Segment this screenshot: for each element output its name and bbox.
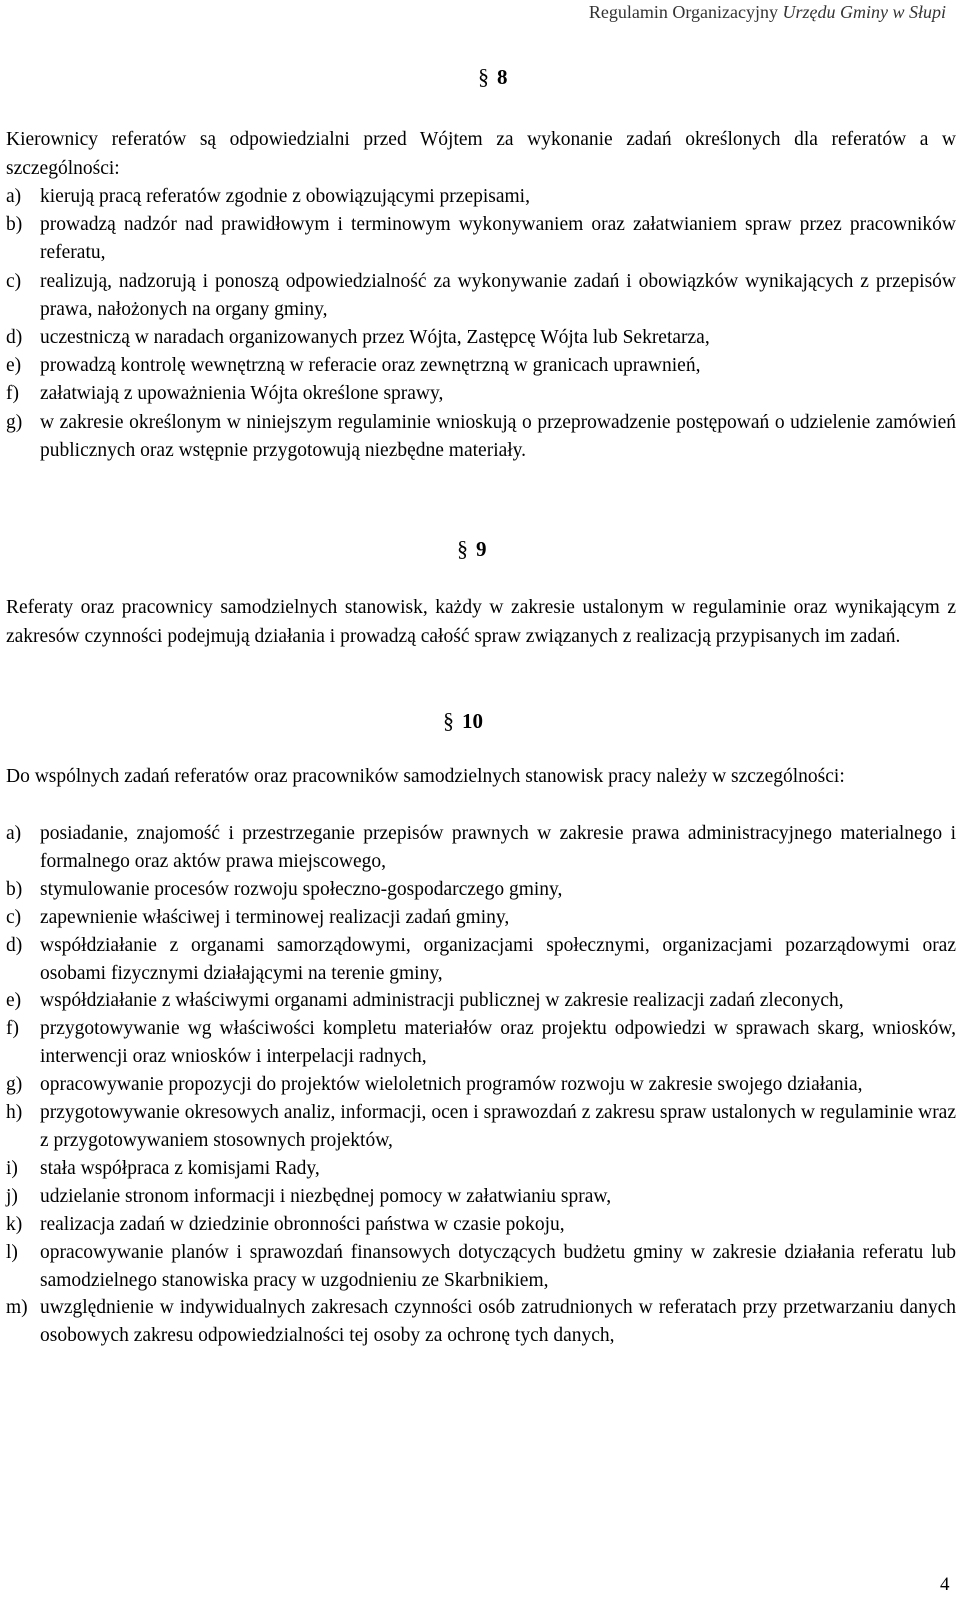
item-label: l) [6,1241,18,1263]
item-text: realizacja zadań w dziedzinie obronności państwa w czasie pokoju, [40,1213,565,1235]
section-8-list [6,183,956,465]
item-label: h) [6,1102,23,1124]
header-office: Urzędu Gminy w Słupi [782,2,946,22]
item-text: stała współpraca z komisjami Rady, [40,1157,320,1179]
list-item [6,1015,956,1071]
item-text: przygotowywanie wg właściwości kompletu materiałów oraz projektu odpowiedzi w sprawach skarg, wniosków, interwencji oraz wniosków i interpelacji radnych, [40,1018,956,1068]
item-label: g) [6,411,23,433]
list-item [6,324,956,352]
item-label: k) [6,1213,23,1235]
item-text: prowadzą nadzór nad prawidłowym i terminowym wykonywaniem oraz załatwianiem spraw przez pracowników referatu, [40,214,956,264]
list-item [6,1099,956,1155]
list-item [6,352,956,380]
item-label: f) [6,383,19,405]
item-label: i) [6,1157,18,1179]
item-label: c) [6,270,22,292]
list-item [6,183,956,211]
section-sign: § [457,536,468,561]
item-label: e) [6,990,22,1012]
item-label: e) [6,355,22,377]
list-item [6,1183,956,1211]
section-10-intro: Do wspólnych zadań referatów oraz pracowników samodzielnych stanowisk pracy należy w szczególności: [6,766,845,787]
item-text: posiadanie, znajomość i przestrzeganie przepisów prawnych w zakresie prawa administracyjnego materialnego i formalnego oraz aktów prawa miejscowego, [40,823,956,872]
list-item [6,1071,956,1099]
item-text: współdziałanie z organami samorządowymi, organizacjami społecznymi, organizacjami pozarządowymi oraz osobami fizycznymi działającymi na terenie gminy, [40,934,956,984]
item-label: g) [6,1074,23,1096]
list-item [6,380,956,408]
list-item [6,876,956,904]
item-text: opracowywanie propozycji do projektów wieloletnich programów rozwoju w zakresie swojego działania, [40,1074,863,1096]
item-text: stymulowanie procesów rozwoju społeczno-gospodarczego gminy, [40,878,563,900]
section-number: 9 [476,537,487,561]
item-label: d) [6,934,23,956]
list-item [6,904,956,932]
page-number: 4 [940,1574,950,1595]
item-label: j) [6,1185,18,1207]
header-title: Regulamin Organizacyjny [588,2,783,22]
item-text: realizują, nadzorują i ponoszą odpowiedzialność za wykonywanie zadań i obowiązków wynikających z przepisów prawa, nałożonych na organy gminy, [40,270,956,320]
item-text: przygotowywanie okresowych analiz, informacji, ocen i sprawozdań z zakresu spraw ustalonych w regulaminie wraz z przygotowywaniem stosownych projektów, [40,1102,956,1151]
list-item [6,1211,956,1239]
item-label: d) [6,327,23,349]
section-8-heading [478,64,508,90]
section-8-intro: Kierownicy referatów są odpowiedzialni przed Wójtem za wykonanie zadań określonych dla referatów a w szczególności: [6,129,956,179]
item-label: a) [6,823,22,844]
section-9-text: Referaty oraz pracownicy samodzielnych stanowisk, każdy w zakresie ustalonym w regulaminie oraz wynikającym z zakresów czynności podejmują działania i prowadzą całość spraw związanych z realizacją przypisanych im zadań. [6,597,956,647]
list-item [6,932,956,988]
section-number: 8 [497,65,508,89]
item-text: kierują pracą referatów zgodnie z obowiązującymi przepisami, [40,186,530,207]
item-text: współdziałanie z właściwymi organami administracji publicznej w zakresie realizacji zadań zleconych, [40,990,844,1012]
list-item [6,987,956,1015]
list-item [6,1155,956,1183]
section-sign: § [443,708,454,733]
item-label: a) [6,186,22,207]
section-9-heading [457,536,487,562]
section-10-list [6,820,956,1350]
section-sign: § [478,64,489,89]
item-text: prowadzą kontrolę wewnętrzną w referacie oraz zewnętrzną w granicach uprawnień, [40,355,701,377]
item-text: udzielanie stronom informacji i niezbędnej pomocy w załatwianiu spraw, [40,1185,612,1207]
item-text: w zakresie określonym w niniejszym regulaminie wnioskują o przeprowadzenie postępowań o udzielenie zamówień publicznych oraz wstępnie przygotowują niezbędne materiały. [40,411,956,461]
item-label: c) [6,906,22,928]
item-text: załatwiają z upoważnienia Wójta określone sprawy, [40,383,444,405]
section-number: 10 [462,709,483,733]
list-item [6,1239,956,1295]
item-text: uwzględnienie w indywidualnych zakresach czynności osób zatrudnionych w referatach przy przetwarzaniu danych osobowych zakresu odpowiedzialności tej osoby za ochronę tych danych, [40,1297,956,1347]
running-header [0,2,946,23]
item-label: f) [6,1018,19,1040]
list-item [6,268,956,324]
item-label: m) [6,1297,28,1319]
item-text: zapewnienie właściwej i terminowej realizacji zadań gminy, [40,906,510,928]
list-item [6,1294,956,1350]
item-label: b) [6,214,23,236]
list-item [6,211,956,267]
section-10-heading [443,708,483,734]
item-text: opracowywanie planów i sprawozdań finansowych dotyczących budżetu gminy w zakresie działania referatu lub samodzielnego stanowiska pracy w uzgodnieniu ze Skarbnikiem, [40,1241,956,1291]
list-item [6,820,956,876]
list-item [6,409,956,465]
item-label: b) [6,878,23,900]
item-text: uczestniczą w naradach organizowanych przez Wójta, Zastępcę Wójta lub Sekretarza, [40,327,710,349]
